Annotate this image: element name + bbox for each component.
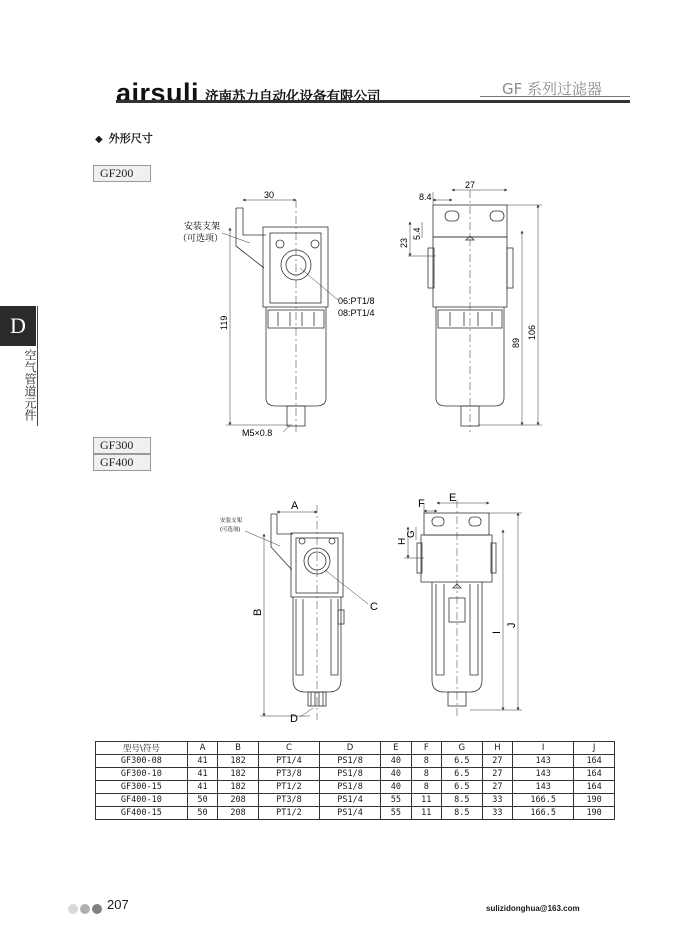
gf200-port-label-2: 08:PT1/4 [338,308,375,318]
table-row [96,755,615,768]
section-title-text: 外形尺寸 [108,132,153,145]
table-cell: PS1/8 [320,781,381,794]
gf200-dim-106: 106 [527,324,537,340]
table-cell: 208 [218,807,259,820]
table-row [96,807,615,820]
gf300-dim-a: A [291,500,299,512]
table-cell: 11 [411,794,441,807]
gf200-bracket-note: （可选项） [178,233,224,243]
gf300-dim-e: E [449,492,457,504]
table-header-cell: C [258,742,319,755]
table-header-cell: 型号\符号 [96,742,188,755]
table-cell: PS1/4 [320,807,381,820]
table-cell: 50 [187,794,217,807]
gf200-dim-89: 89 [511,337,521,348]
table-cell: GF400-15 [96,807,188,820]
side-tab-letter: D [0,306,36,346]
table-cell: 6.5 [442,755,483,768]
company-name: 济南苏力自动化设备有限公司 [205,89,381,105]
gf200-bracket-label: 安装支架 [184,221,221,231]
gf300-dim-j: J [506,622,518,628]
table-cell: PS1/8 [320,755,381,768]
table-cell: 166.5 [513,794,574,807]
gf200-dim-119: 119 [219,315,229,330]
gf200-dim-8-4: 8.4 [419,192,432,202]
page-number: 207 [107,897,129,912]
table-cell: 190 [574,807,615,820]
table-header-row [96,742,615,755]
table-cell: 143 [513,768,574,781]
gf300-dim-g: G [406,530,417,538]
gf200-side-view [408,190,542,432]
gf200-dim-5-4: 5.4 [412,227,422,240]
table-cell: 8 [411,781,441,794]
table-cell: GF400-10 [96,794,188,807]
table-cell: 166.5 [513,807,574,820]
table-cell: 40 [381,781,411,794]
table-cell: 164 [574,755,615,768]
table-cell: PS1/4 [320,794,381,807]
table-cell: 40 [381,768,411,781]
table-cell: GF300-15 [96,781,188,794]
footer-email: sulizidonghua@163.com [486,904,580,913]
table-cell: 143 [513,755,574,768]
table-cell: 208 [218,794,259,807]
table-header-cell: J [574,742,615,755]
table-header-cell: H [482,742,512,755]
table-cell: 41 [187,768,217,781]
gf300-dim-h: H [397,537,408,545]
table-cell: 164 [574,781,615,794]
table-cell: 11 [411,807,441,820]
table-cell: 33 [482,794,512,807]
table-cell: 40 [381,755,411,768]
footer-dot-3 [92,904,102,914]
table-cell: 6.5 [442,781,483,794]
table-cell: PT1/4 [258,755,319,768]
table-cell: 27 [482,768,512,781]
gf200-port-label-1: 06:PT1/8 [338,296,375,306]
spec-table [95,741,615,820]
table-cell: 182 [218,755,259,768]
gf300-bracket-label: 安装支架 [220,518,243,524]
gf200-front-view [222,200,338,435]
table-cell: 27 [482,781,512,794]
table-cell: 182 [218,768,259,781]
table-cell: 164 [574,768,615,781]
table-cell: 190 [574,794,615,807]
footer-dot-2 [80,904,90,914]
footer-dot-1 [68,904,78,914]
table-header-cell: G [442,742,483,755]
table-row [96,781,615,794]
gf300-dim-i: I [491,630,503,634]
table-cell: 41 [187,755,217,768]
table-cell: GF300-10 [96,768,188,781]
table-header-cell: E [381,742,411,755]
gf300-side-view [404,500,522,716]
table-cell: 33 [482,807,512,820]
table-row [96,768,615,781]
table-cell: 55 [381,794,411,807]
model-tag-gf200: GF200 [93,165,151,182]
table-cell: PT3/8 [258,794,319,807]
gf200-dim-30: 30 [264,190,275,200]
gf300-bracket-note: (可选项) [220,527,241,533]
bullet-icon: ◆ [95,134,103,145]
table-header-cell: D [320,742,381,755]
table-cell: 27 [482,755,512,768]
table-cell: PT3/8 [258,768,319,781]
gf200-dim-27: 27 [465,180,476,190]
model-tag-gf400: GF400 [93,454,151,471]
series-title: GF 系列过滤器 [502,80,603,98]
table-cell: 182 [218,781,259,794]
table-row [96,794,615,807]
table-cell: 6.5 [442,768,483,781]
brand-logo: airsuli [116,78,200,108]
table-cell: 8.5 [442,794,483,807]
gf300-dim-f: F [418,498,425,510]
table-cell: 8 [411,768,441,781]
table-cell: 8 [411,755,441,768]
table-cell: PS1/8 [320,768,381,781]
gf300-dim-c: C [370,601,378,613]
side-tab-text: 空气管道元件 [23,349,37,421]
model-tag-gf300: GF300 [93,437,151,454]
table-header-cell: A [187,742,217,755]
table-cell: PT1/2 [258,807,319,820]
table-cell: 143 [513,781,574,794]
gf200-drain-label: M5×0.8 [242,428,273,438]
table-cell: PT1/2 [258,781,319,794]
table-header-cell: B [218,742,259,755]
table-cell: 55 [381,807,411,820]
table-header-cell: I [513,742,574,755]
gf300-dim-d: D [290,713,298,725]
table-cell: 8.5 [442,807,483,820]
table-cell: 50 [187,807,217,820]
gf300-dim-b: B [252,608,264,616]
table-cell: 41 [187,781,217,794]
table-cell: GF300-08 [96,755,188,768]
gf200-dim-23: 23 [399,237,409,248]
table-header-cell: F [411,742,441,755]
footer-dots [68,899,104,918]
